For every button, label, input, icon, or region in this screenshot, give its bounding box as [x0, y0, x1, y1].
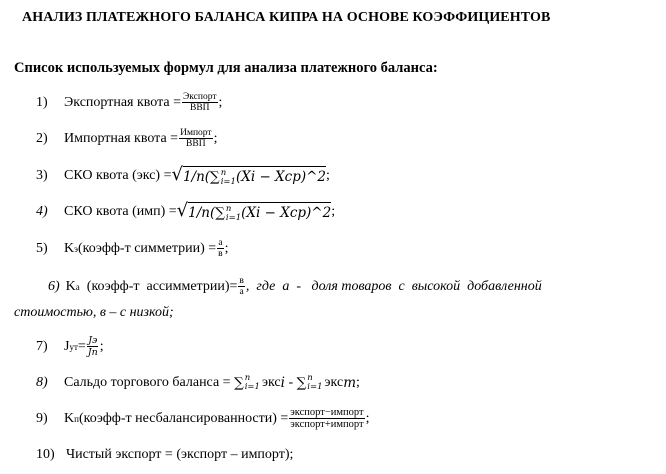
item-number: 4) [36, 204, 48, 220]
sum-top: n [244, 373, 251, 383]
radicand [188, 202, 331, 223]
sum-top: n [225, 203, 232, 214]
fraction [182, 92, 217, 114]
item-number: 6) [48, 279, 60, 294]
fraction-denominator: ВВП [189, 103, 210, 113]
sum-term: экс [261, 375, 281, 390]
item-end: ; [356, 375, 360, 390]
item-sub: э [74, 244, 78, 254]
item-end: ; [326, 168, 330, 184]
sum-separator: - [284, 375, 297, 390]
sum-top: n [307, 373, 313, 383]
fraction-numerator: Экспорт [183, 92, 217, 102]
formula-item-10 [36, 446, 293, 464]
fraction [238, 276, 245, 298]
item-number: 3) [36, 168, 48, 184]
sum-term-sub: m [343, 375, 357, 391]
item-label-rest: (коэфф-т ассимметрии)= [79, 279, 238, 294]
radicand [183, 166, 326, 187]
sum-symbol: ∑ [234, 375, 244, 391]
fraction [179, 128, 212, 150]
formula-item-5 [36, 238, 229, 260]
section-subtitle: Список используемых формул для анализа платежного баланса: [14, 60, 438, 76]
item-label-rest: (коэфф-т симметрии) = [78, 241, 217, 256]
formula-item-6 [48, 276, 542, 298]
item-end: ; [99, 339, 104, 354]
item-end: ; [331, 204, 336, 220]
math-tail: (Xi − Xcp)^2 [235, 169, 327, 185]
fraction-numerator: экспорт−импорт [290, 407, 364, 418]
item-number: 8) [36, 375, 48, 390]
fraction-numerator: Импорт [180, 128, 212, 138]
formula-item-7 [36, 336, 104, 358]
item-label: K [64, 411, 75, 426]
formula-item-2 [36, 128, 217, 150]
fraction-denominator: a [239, 287, 244, 297]
formula-item-1 [36, 92, 222, 114]
item-number: 2) [36, 131, 48, 146]
fraction [87, 336, 99, 358]
item-label-rest: = [77, 339, 86, 354]
fraction-denominator: ВВП [186, 139, 206, 149]
sum-top: n [220, 167, 227, 178]
item-end: ; [365, 411, 370, 426]
item-number: 1) [36, 95, 48, 110]
sum-term: экс [324, 375, 344, 390]
item-end: ; [218, 95, 223, 110]
item-end: ; [213, 131, 218, 146]
item-label: Импортная квота = [64, 131, 179, 146]
formula-item-8 [36, 374, 360, 392]
item-number: 10) [36, 447, 55, 462]
item-label: J [64, 339, 70, 354]
formula-item-3 [36, 166, 330, 187]
sum-bottom: i=1 [244, 382, 260, 392]
sum-term-sub: i [280, 375, 285, 391]
item-label: K [64, 241, 75, 256]
item-label: Чистый экспорт = (экспорт – импорт); [66, 447, 294, 462]
item-sub: п [74, 414, 79, 424]
math-part: 1/n(∑ [188, 205, 225, 221]
fraction-numerator: a [218, 238, 223, 248]
math-part: 1/n(∑ [182, 169, 220, 185]
item-label: K [65, 279, 76, 294]
sqrt-expression [177, 202, 332, 223]
item-sub: а [75, 282, 80, 292]
sum-bottom: i=1 [307, 382, 323, 392]
item-end: ; [224, 241, 229, 256]
item-number: 5) [36, 241, 48, 256]
sum-bottom: i=1 [225, 212, 242, 223]
sum-bottom: i=1 [220, 176, 236, 187]
fraction-numerator: Jэ [88, 335, 98, 346]
item-sub: ут [69, 342, 78, 352]
sum-symbol: ∑ [296, 375, 307, 391]
sqrt-icon: √ [171, 164, 183, 185]
page-title: АНАЛИЗ ПЛАТЕЖНОГО БАЛАНСА КИПРА НА ОСНОВЕ КОЭФФИЦИЕНТОВ [22, 10, 551, 25]
item-label: СКО квота (имп) = [64, 204, 177, 220]
item-label: Экспортная квота = [64, 95, 182, 110]
item-label: СКО квота (экс) = [64, 168, 172, 184]
formula-item-4 [36, 202, 335, 223]
sqrt-icon: √ [176, 200, 189, 221]
formula-item-9 [36, 408, 370, 430]
fraction-denominator: экспорт+импорт [290, 419, 364, 430]
sqrt-expression [171, 166, 326, 187]
fraction-denominator: в [218, 249, 223, 259]
item-number: 9) [36, 411, 48, 426]
fraction [217, 238, 224, 260]
item-label-rest: (коэфф-т несбалансированности) = [78, 411, 289, 426]
formula-item-6-continued: стоимостью, в – с низкой; [14, 305, 174, 320]
fraction-denominator: Jп [87, 347, 98, 358]
item-number: 7) [36, 339, 48, 354]
fraction-numerator: в [239, 276, 244, 286]
fraction [289, 408, 364, 430]
math-tail: (Xi − Xcp)^2 [241, 205, 332, 221]
item-tail: , где а - доля товаров с высокой добавленной [245, 279, 542, 294]
item-label: Сальдо торгового баланса = [64, 375, 235, 390]
